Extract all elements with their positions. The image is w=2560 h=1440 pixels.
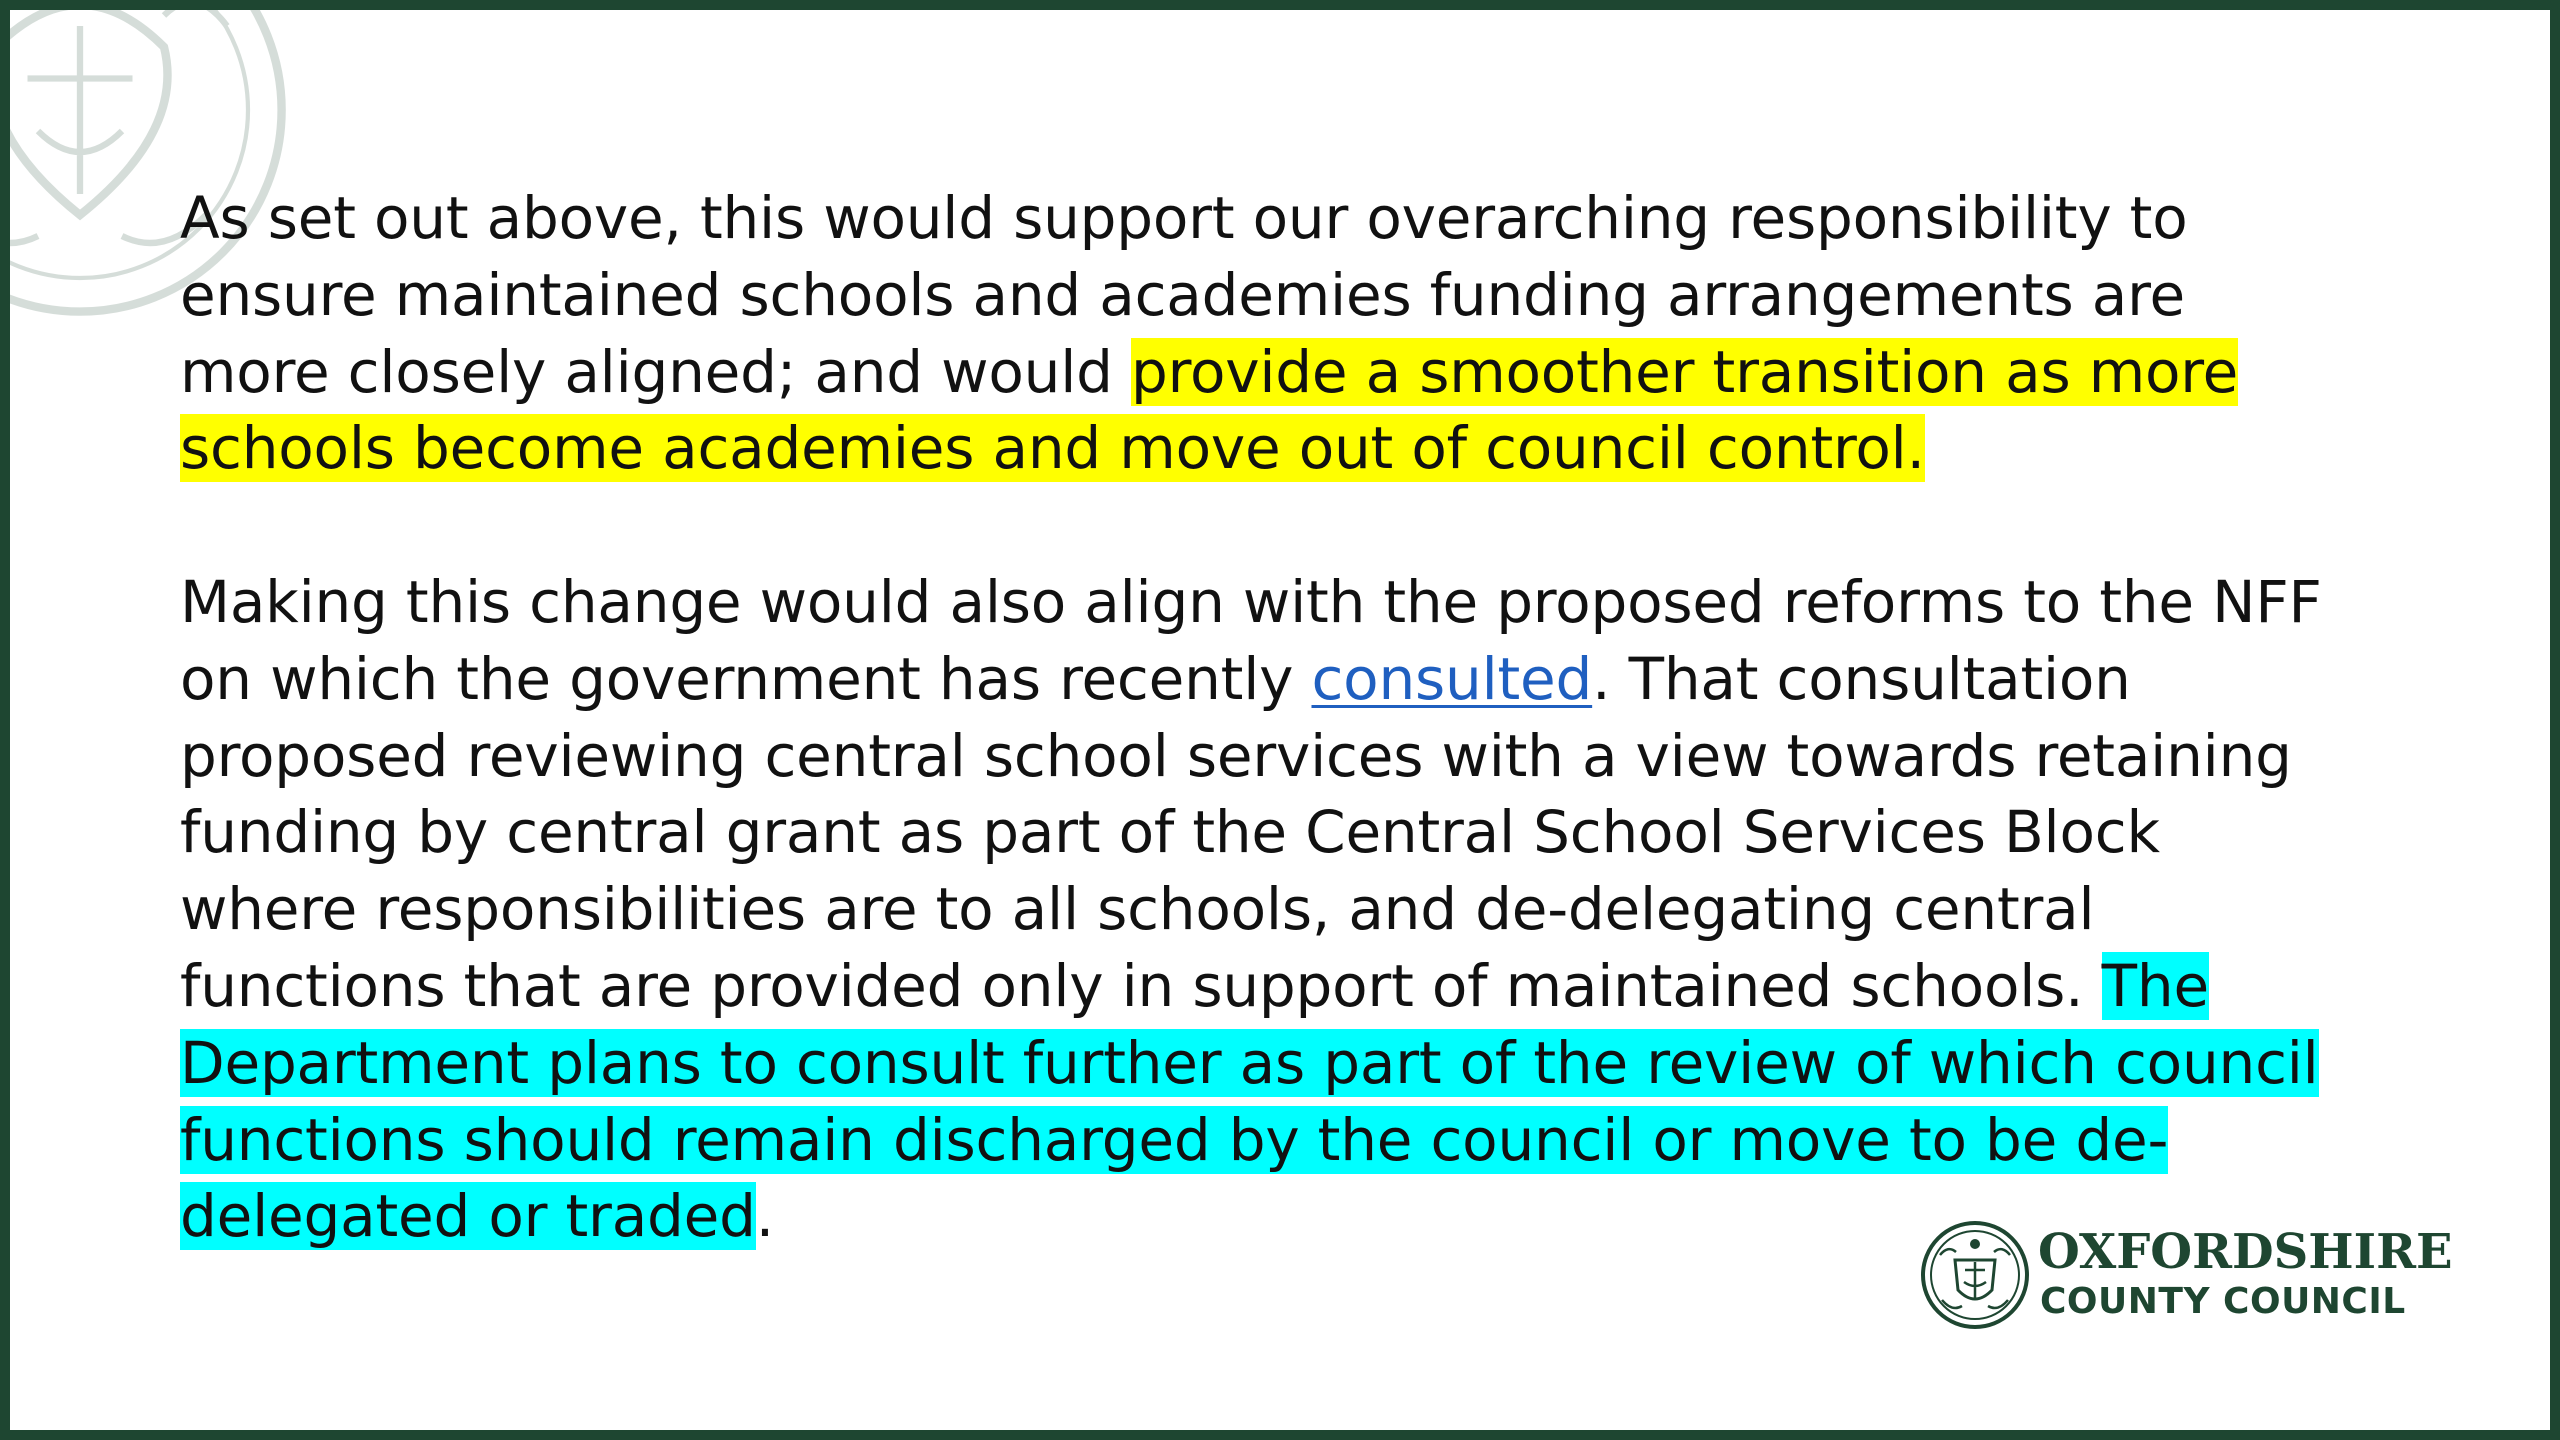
paragraph-1-highlight: provide a smoother transition as more schools become academies and move out of council control. [180,337,2239,483]
paragraph-1-text: As set out above, this would support our overarching responsibility to ensure maintained schools and academies funding arrangements are more closely aligned; and would [180,184,2188,406]
logo-line-1: OXFORDSHIRE [2038,1224,2453,1280]
paragraph-2-trailing: . [755,1182,774,1251]
logo-line-2: COUNTY COUNCIL [2040,1281,2406,1322]
council-logo [1920,1220,2453,1340]
paragraph-2-text-start: Making this change would also align with the proposed reforms to the NFF on which the government has recently [180,567,2322,713]
body-text [180,180,2330,1332]
paragraph-2-text-middle: . That consultation proposed reviewing central school services with a view towards retaining funding by central grant as part of the Central School Services Block where responsibilities are to all schools, and de-delegating central functions that are provided only in support of maintained schools. [180,644,2292,1020]
consulted-link[interactable]: consulted [1311,644,1593,713]
paragraph-2-highlight: The Department plans to consult further as part of the review of which council functions should remain discharged by the council or move to be de-delegated or traded [180,951,2319,1251]
council-crest-icon [1920,1220,2030,1330]
paragraph-2 [180,564,2330,1255]
paragraph-1 [180,180,2330,487]
